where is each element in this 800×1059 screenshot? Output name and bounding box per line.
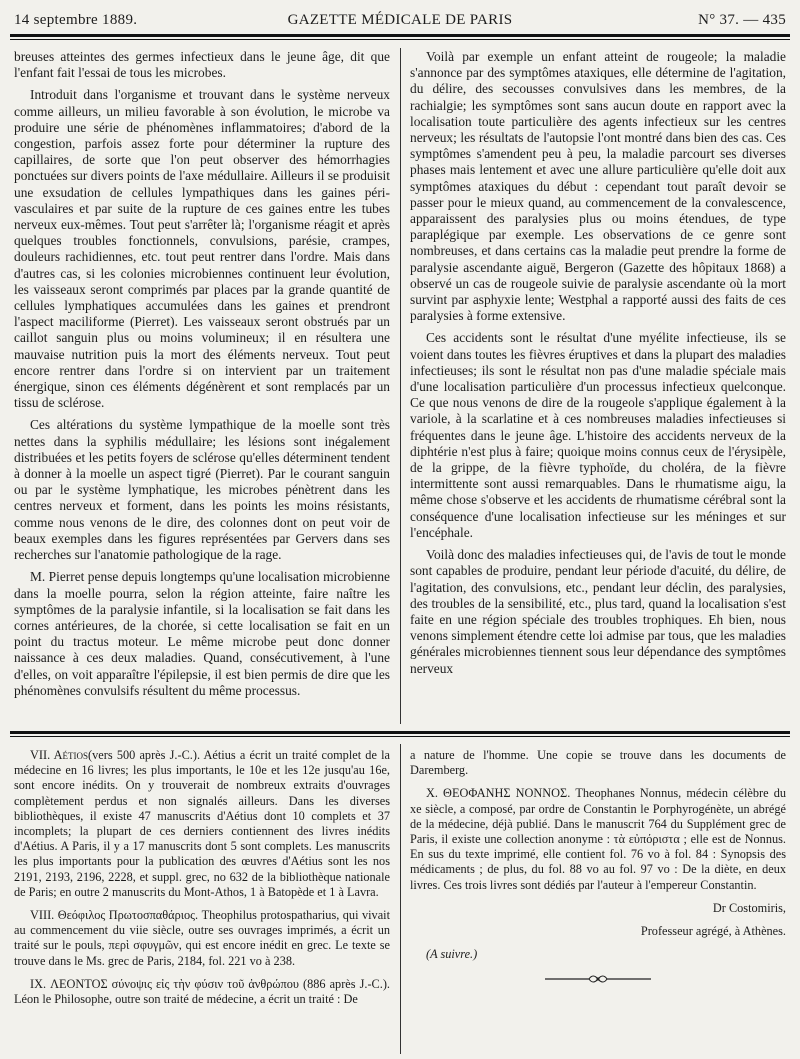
header-title: GAZETTE MÉDICALE DE PARIS <box>287 12 513 28</box>
right-column <box>410 49 786 721</box>
note-8-label: VIII. Θεόφιλος Πρωτοσπαθάριος. <box>30 908 199 923</box>
ornament-divider-icon <box>543 972 653 986</box>
note-9-text: (886 après J.-C.). Léon le Philosophe, outre son traité de médecine, a écrit un traité : De <box>14 976 390 1007</box>
paragraph: Ces accidents sont le résultat d'une myélite infectieuse, ils se voient dans toutes les fièvres éruptives et dans la plupart des maladies infectieuses; ils sont le résultat non pas d'une maladie spéciale mais d'une localisation particulière d'un processus infectieux quelconque. Ce que nous venons de dire de la rougeole s'applique également à la variole, à la scarlatine et à ces nombreuses maladies infectieuses si fréquentes dans le jeune âge. L'histoire des accidents nerveux de la diphtérie n'est plus à faire; quoique moins connus ceux de l'érysipèle, de la grippe, de la fièvre typhoïde, du choléra, de la fièvre intermittente sont aussi remarquables. Dans le rhumatisme aigu, la même chose s'observe et les accidents de rhumatisme cérébral sont la conséquence d'une localisation infectieuse sur les méninges et sur l'encéphale. <box>410 330 786 540</box>
paragraph: Introduit dans l'organisme et trouvant dans le système nerveux comme ailleurs, un milieu favorable à son évolution, le microbe va produire une série de phénomènes inflammatoires; d'abord de la congestion, parfois assez forte pour déterminer la rupture des capillaires, de sorte que l'on peut observer des hémorrhagies ponctuées sur divers points de l'axe médullaire. Ailleurs il se produisit une exsudation de cellules lympathiques dans les gaines péri-vasculaires et par suite de la rupture de ces gaines entre les tubes nerveux eux-mêmes. Tout peut s'arrêter là; l'organisme réagit et après quelques troubles fonctionnels, convulsions, parésie, crampes, douleurs rachidiennes, etc. tout peut rentrer dans l'ordre. Mais dans d'autres cas, si les colonies microbiennes continuent leur évolution, les vaisseaux seront comprimés par places par la grande quantité de cellules lymphatiques accumulées dans les gaines et prendront l'aspect maciliforme (Pierret). Les vaisseaux seront obstrués par un caillot sanguin plus ou moins volumineux; il en résultera une mauvaise nutrition puis la mort des éléments nerveux. Tout peut encore rentrer dans l'ordre si on intervient par un traitement énergique, sinon ces éléments dégénèrent et sont remplacés par un tissu de sclérose. <box>14 87 390 411</box>
header-rule-thin <box>10 39 790 40</box>
note-10-label: X. ΘΕΟΦΑΝΗΣ ΝΟΝΝΟΣ. Theophanes Nonnus, <box>426 786 682 801</box>
paragraph: breuses atteintes des germes infectieux dans le jeune âge, dit que l'enfant fait l'essai de tous les microbes. <box>14 49 390 81</box>
to-follow-note: (A suivre.) <box>426 947 478 962</box>
section-rule <box>10 731 790 734</box>
note-7-label: VII. Aétios <box>30 748 89 762</box>
page-header <box>14 10 786 32</box>
paragraph: M. Pierret pense depuis longtemps qu'une localisation microbienne dans la moelle pourra, selon la région atteinte, faire naître les symptômes de la paralysie infantile, si la localisation se fait dans les cornes antérieures, de la chorée, si cette localisation se fait en un point du tractus moteur. Le même microbe peut donc donner naissance à ces deux maladies. Quand, consécutivement, à l'une d'elles, on voit apparaître l'épilepsie, il est bien permis de dire que les phénomènes convulsifs résultent du même processus. <box>14 569 390 698</box>
note-10-text: médecin célèbre du xe siècle, a composé, par ordre de Constantin le Porphyrogénète, un abrégé de la médecine, déjà publié. Dans le manuscrit 764 du Supplément grec de Paris, il existe une collection anonyme : τὰ εὐπόριστα ; elle est de Nonnus. En sus du texte imprimé, elle contient fol. 76 vo à fol. 84 : Synopsis des médicaments ; de plus, du fol. 88 vo au fol. 97 vo : De la diète, en deux livres. Ces trois livres sont dédiés par l'auteur à l'empereur Constantin. <box>410 786 786 892</box>
signature-title: Professeur agrégé, à Athènes. <box>640 924 786 939</box>
note-10 <box>410 786 786 892</box>
notes-right <box>410 748 786 1053</box>
note-9-label: IX. ΛΕΟΝΤΟΣ σύνοψις εἰς τὴν φύσιν τοῦ ἀνθρώπου <box>30 976 299 991</box>
note-8 <box>14 908 390 969</box>
column-divider <box>400 48 401 724</box>
section-rule-thin <box>10 736 790 737</box>
signature-name: Dr Costomiris, <box>712 900 786 915</box>
notes-left <box>14 748 390 1053</box>
left-column <box>14 49 390 721</box>
note-7 <box>14 748 390 900</box>
notes-divider <box>400 744 401 1054</box>
paragraph: Ces altérations du système lympathique de la moelle sont très nettes dans la syphilis médullaire; les lésions sont inégalement distribuées et les petits foyers de sclérose qu'elles déterminent tendent à donner à la moelle un aspect tigré (Pierret). Par le courant sanguin ou par le système lymphatique, les microbes pénètrent dans les centres nerveux et forment, dans les points les moins résistants, comme nous venons de le dire, des colonnes dont on peut voir de beaux exemples dans les figures représentées par Gervers dans ses recherches sur l'anatomie pathologique de la rage. <box>14 417 390 563</box>
note-9 <box>14 977 390 1007</box>
note-8-text: Theophilus protospatharius, qui vivait au commencement du viie siècle, outre ses ouvrages imprimés, a écrit un traité sur le pouls, περὶ σφυγμῶν, qui est encore inédit en grec. Le texte se trouve dans le Ms. grec de Paris, 2184, fol. 221 vo à 238. <box>14 908 390 968</box>
paragraph: Voilà donc des maladies infectieuses qui, de l'avis de tout le monde sont capables de produire, pendant leur période d'acuité, du délire, de l'agitation, des convulsions, etc., pendant leur déclin, des paralysies, des troubles de la sensibilité, etc., plus tard, quand la localisation s'est faite en une région spéciale des troubles trophiques. Eh bien, nous venons simplement étendre cette loi admise par tous, que les maladies générales microbiennes tiennent sous leur dépendance des symptômes nerveux <box>410 547 786 676</box>
header-issue: N° 37. — 435 <box>698 12 786 28</box>
note-9-continued: a nature de l'homme. Une copie se trouve dans les documents de Daremberg. <box>410 748 786 778</box>
paragraph: Voilà par exemple un enfant atteint de rougeole; la maladie s'annonce par des symptômes ataxiques, elle détermine de l'agitation, du délire, des secousses convulsives dans les membres, de la rachialgie; les symptômes sont sans aucun doute en rapport avec la localisation toute particulière des agents infectieux sur les centres nerveux; les résultats de l'autopsie l'ont montré dans bien des cas. Ces symptômes s'amendent peu à peu, la maladie parcourt ses diverses phases mais lentement et avec une allure particulière qu'elle doit aux symptômes ataxiques du début : cependant tout paraît devoir se passer pour le mieux quand, au commencement de la convalescence, apparaissent des paralysies plus ou moins étendues, de type paraplégique par exemple. Les observations de ce genre sont nombreuses, et dans certains cas la maladie peut prendre la forme de paralysie ascendante aiguë, Bergeron (Gazette des hôpitaux 1868) a observé un cas de rougeole suivie de paralysie ascendante où la mort survint par asphyxie lente; Westphal a rapporté aussi des faits de ces paralysies à forme extensive. <box>410 49 786 324</box>
header-rule <box>10 34 790 37</box>
header-date: 14 septembre 1889. <box>14 12 138 28</box>
note-7-text: (vers 500 après J.-C.). Aétius a écrit un traité complet de la médecine en 16 livres; les plus importants, le 10e et les 12e jusqu'au 16e, sont encore inédits. On y trouverait de nombreux extraits d'ouvrages complètement perdus et non signalés ailleurs. Dans les diverses bibliothèques, il existe 47 manuscrits d'Aétius dont 10 complets et 37 incomplets; la plupart de ces derniers contiennent des livres inédits d'Aétius. A Paris, il y a 17 manuscrits dont 5 sont complets. Les manuscrits les plus importants pour la publication des œuvres d'Aétius sont les nos 2191, 2193, 2196, 2228, et suppl. grec, no 632 de la bibliothèque nationale de Paris; en outre 2 manuscrits du Mont-Athos, 1 à Batopède et 1 à Lavra. <box>14 748 390 899</box>
